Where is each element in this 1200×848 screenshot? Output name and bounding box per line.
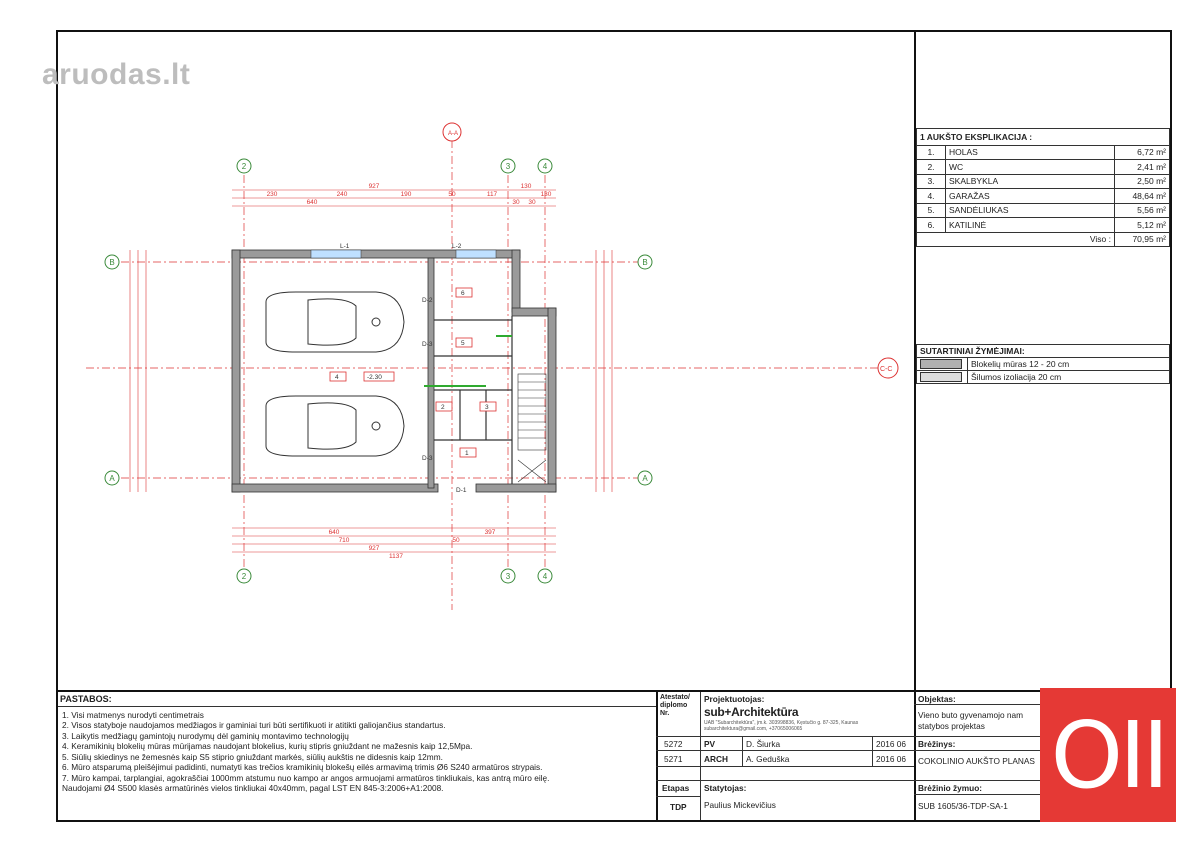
explication-title: 1 AUKŠTO EKSPLIKACIJA :	[917, 129, 1170, 146]
legend-swatch-insulation	[920, 372, 962, 382]
axis-label-2-top: 2	[241, 162, 247, 171]
car-top	[266, 292, 404, 352]
table-row: 6. KATILINĖ 5,12 m²	[917, 218, 1170, 233]
dim-top-130b: 130	[540, 191, 552, 198]
designer-name-2: A. Geduška	[746, 754, 790, 764]
zymuo-value: SUB 1605/36-TDP-SA-1	[918, 801, 1008, 811]
section-label-aa: A-A	[448, 131, 459, 137]
door-label-d3a: D-3	[422, 341, 433, 348]
row-line	[914, 780, 1040, 781]
table-row: 5. SANDĖLIUKAS 5,56 m²	[917, 203, 1170, 218]
divider-notes	[656, 690, 658, 822]
dim-top-50: 50	[448, 191, 456, 198]
row-line	[914, 704, 1040, 705]
dim-top-230: 230	[266, 191, 278, 198]
dim-top-240: 240	[336, 191, 348, 198]
dim-top-30b: 30	[528, 199, 536, 206]
zymuo-label: Brėžinio žymuo:	[918, 783, 983, 793]
watermark-logo: aruodas.lt	[42, 58, 191, 91]
atestato-label: Atestato/ diplomo Nr.	[660, 694, 690, 717]
axis-label-2-bottom: 2	[241, 572, 247, 581]
legend-title: SUTARTINIAI ŽYMĖJIMAI:	[917, 345, 1170, 358]
room-tag-3: 3	[485, 404, 489, 411]
dim-top-30: 30	[512, 199, 520, 206]
row-line	[656, 750, 914, 751]
note-line: 7. Mūro kampai, tarplangiai, agokraščiai 1000mm atstumu nuo kampo ar angos armuojami armatūros tinkliukais, kas antrą mūro eilę.	[62, 772, 550, 783]
axis-label-3-bottom: 3	[505, 572, 511, 581]
note-line: 4. Keramikinių blokelių mūras mūrijamas naudojant blokelius, kurių stipris gniuždant ne mažesnis kaip 12,5Mpa.	[62, 741, 473, 751]
company-details: UAB "Subarchitektūra", įm.k. 303998836, Kęstučio g. 87-325, Kaunas subarchitektura@gmail.com, +37065006065	[704, 720, 859, 732]
row-line	[656, 796, 700, 797]
row-line	[914, 750, 1040, 751]
row-line	[656, 780, 914, 781]
role-2: ARCH	[704, 754, 728, 764]
wall-west	[232, 250, 240, 492]
company-logo: sub+Architektūra	[704, 705, 799, 719]
objektas-value: Vieno buto gyvenamojo nam statybos projektas	[918, 710, 1024, 731]
dim-bottom-710: 710	[338, 537, 350, 544]
axis-label-4-top: 4	[542, 162, 548, 171]
note-line: 5. Siūlių skiedinys ne žemesnės kaip S5 stiprio gniuždant markės, siūlių aukštis ne didesnis kaip 12mm.	[62, 751, 443, 762]
floor-plan-drawing	[56, 30, 914, 690]
window-l2	[456, 250, 496, 258]
wall-south-east	[476, 484, 556, 492]
notes-panel	[58, 692, 658, 797]
dim-top-640: 640	[306, 199, 318, 206]
wall-east	[548, 308, 556, 492]
dim-bottom-640: 640	[328, 529, 340, 536]
brand-badge[interactable]: OII	[1040, 688, 1176, 822]
door-label-d2: D-2	[422, 297, 433, 304]
divider-object	[914, 690, 916, 822]
divider-role	[700, 692, 701, 820]
brezinys-label: Brėžinys:	[918, 739, 956, 749]
divider-name	[742, 736, 743, 766]
cert-number-2: 5271	[664, 754, 683, 764]
projektuotojas-label: Projektuotojas:	[704, 694, 765, 704]
room-tag-4: 4	[335, 374, 339, 381]
legend-item: Šilumos izoliacija 20 cm	[917, 371, 1170, 384]
table-row: 4. GARAŽAS 48,64 m²	[917, 189, 1170, 204]
table-row: 2. WC 2,41 m²	[917, 160, 1170, 175]
etapas-value: TDP	[670, 802, 687, 812]
door-label-d1: D-1	[456, 487, 467, 494]
legend-swatch-masonry	[920, 359, 962, 369]
note-line: Naudojami Ø4 S500 klasės armatūrinės vielos tinkliukai 40x40mm, pagal LST EN 845-3:2006+A1:2008.	[62, 783, 444, 793]
date-1: 2016 06	[876, 739, 906, 749]
wall-north-east-a	[512, 250, 520, 312]
brezinys-value: COKOLINIO AUKŠTO PLANAS	[918, 756, 1035, 766]
divider-date	[872, 736, 873, 766]
axis-label-a-right: A	[642, 474, 648, 483]
note-line: 2. Visos statyboje naudojamos medžiagos ir gaminiai turi būti sertifikuoti ir atitikti galiojančius standartus.	[62, 720, 446, 730]
axis-label-3-top: 3	[505, 162, 511, 171]
table-row: 3. SKALBYKLA 2,50 m²	[917, 174, 1170, 189]
section-label-cc: C-C	[880, 366, 893, 373]
wall-partition-garage	[428, 258, 434, 488]
legend-item: Blokelių mūras 12 - 20 cm	[917, 358, 1170, 371]
axis-label-b-right: B	[642, 258, 648, 267]
room-tag-5: 5	[461, 340, 465, 347]
table-row: 1. HOLAS 6,72 m²	[917, 145, 1170, 160]
table-total-row: Viso : 70,95 m²	[917, 232, 1170, 247]
row-line	[914, 794, 1040, 795]
note-line: 6. Mūro atsparumą pleišėjimui padidinti, numatyti kas trečios kramikinių blokešų eilės armavimą trimis Ø6 S240 armatūros strypais.	[62, 762, 543, 772]
objektas-label: Objektas:	[918, 694, 956, 704]
date-2: 2016 06	[876, 754, 906, 764]
room-tag-2: 2	[441, 404, 445, 411]
row-line	[656, 766, 914, 767]
legend-table	[916, 344, 1170, 384]
window-label-l2: L-2	[452, 243, 462, 250]
window-label-l1: L-1	[340, 243, 350, 250]
dim-bottom-927: 927	[368, 545, 380, 552]
car-bottom	[266, 396, 404, 456]
statytojas-label: Statytojas:	[704, 783, 747, 793]
row-line	[914, 736, 1040, 737]
axis-label-4-bottom: 4	[542, 572, 548, 581]
door-label-d3b: D-3	[422, 455, 433, 462]
explication-table	[916, 128, 1170, 247]
dim-bottom-1137: 1137	[389, 553, 403, 560]
dim-top-190: 190	[400, 191, 412, 198]
notes-title: PASTABOS:	[58, 692, 658, 707]
statytojas-value: Paulius Mickevičius	[704, 800, 776, 810]
cert-number-1: 5272	[664, 739, 683, 749]
role-1: PV	[704, 739, 716, 749]
wall-south-garage	[232, 484, 438, 492]
dim-top-130: 130	[520, 183, 532, 190]
note-line: 3. Laikytis medžiagų gamintojų nurodymų dėl gaminių montavimo technologijų	[62, 730, 349, 741]
row-line	[656, 736, 914, 737]
designer-name-1: D. Šiurka	[746, 739, 781, 749]
room-tag-6: 6	[461, 290, 465, 297]
window-l1	[311, 250, 361, 258]
dim-top-927: 927	[368, 183, 380, 190]
axis-label-a-left: A	[109, 474, 115, 483]
room-tag-1: 1	[465, 450, 469, 457]
note-line: 1. Visi matmenys nurodyti centimetrais	[62, 709, 204, 720]
level-mark: -2.30	[367, 374, 382, 381]
axis-label-b-left: B	[109, 258, 115, 267]
dim-bottom-397: 397	[484, 529, 496, 536]
dim-top-117: 117	[486, 191, 498, 198]
dim-bottom-50: 50	[452, 537, 460, 544]
etapas-label: Etapas	[662, 783, 690, 793]
